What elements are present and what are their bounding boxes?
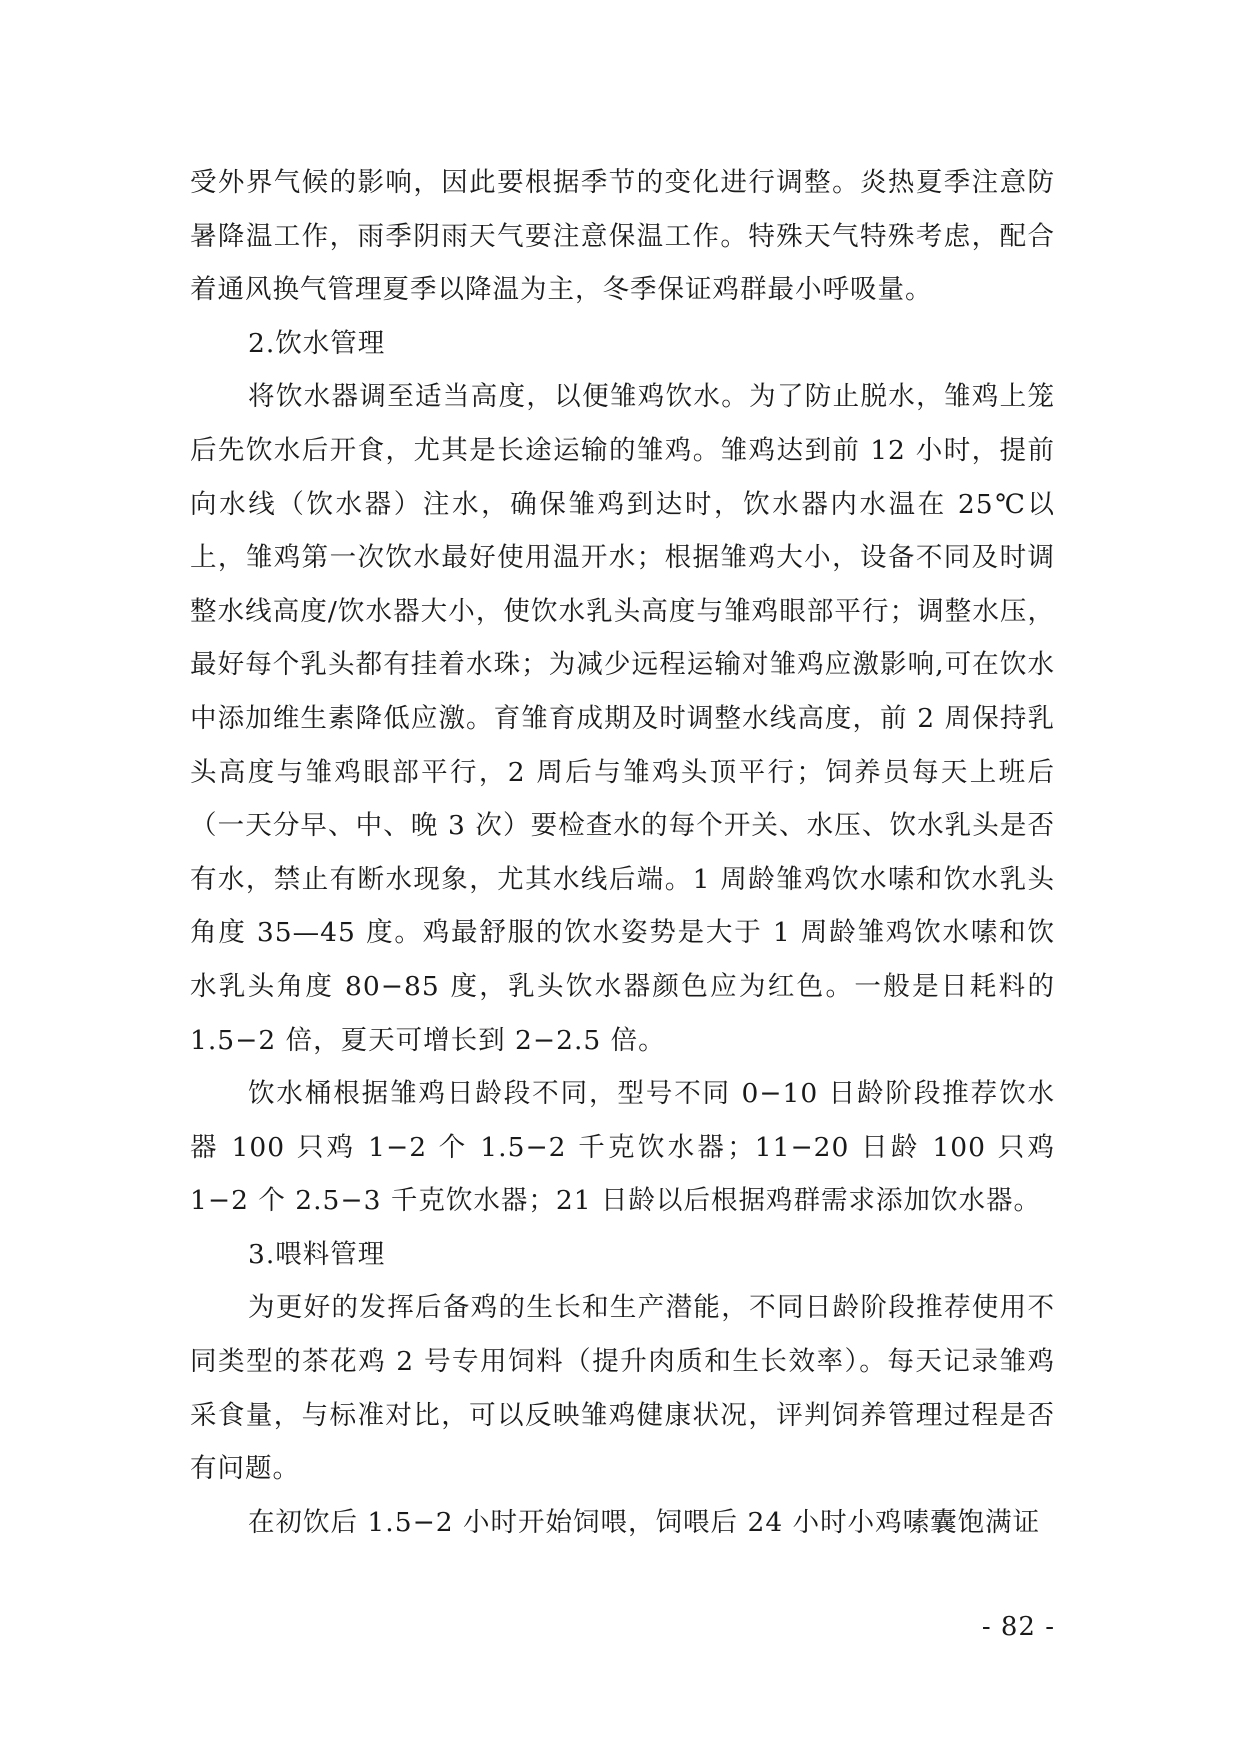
paragraph-water-management: 将饮水器调至适当高度，以便雏鸡饮水。为了防止脱水，雏鸡上笼后先饮水后开食，尤其是长途运输的雏鸡。雏鸡达到前 12 小时，提前向水线（饮水器）注水，确保雏鸡到达时，饮水器内水温在 25℃以上，雏鸡第一次饮水最好使用温开水；根据雏鸡大小，设备不同及时调整水线高度/饮水器大小，使饮水乳头高度与雏鸡眼部平行；调整水压，最好每个乳头都有挂着水珠；为减少远程运输对雏鸡应激影响,可在饮水中添加维生素降低应激。育雏育成期及时调整水线高度，前 2 周保持乳头高度与雏鸡眼部平行，2 周后与雏鸡头顶平行；饲养员每天上班后（一天分早、中、晚 3 次）要检查水的每个开关、水压、饮水乳头是否有水，禁止有断水现象，尤其水线后端。1 周龄雏鸡饮水嗉和饮水乳头角度 35—45 度。鸡最舒服的饮水姿势是大于 1 周龄雏鸡饮水嗉和饮水乳头角度 80−85 度，乳头饮水器颜色应为红色。一般是日耗料的 1.5−2 倍，夏天可增长到 2−2.5 倍。 xyxy=(190,381,1055,1056)
page-body xyxy=(190,156,1055,1549)
paragraph-feeding-management: 为更好的发挥后备鸡的生长和生产潜能，不同日龄阶段推荐使用不同类型的茶花鸡 2 号专用饲料（提升肉质和生长效率）。每天记录雏鸡采食量，与标准对比，可以反映雏鸡健康状况，评判饲养管理过程是否有问题。 xyxy=(190,1292,1055,1485)
paragraph-climate: 受外界气候的影响，因此要根据季节的变化进行调整。炎热夏季注意防暑降温工作，雨季阴雨天气要注意保温工作。特殊天气特殊考虑，配合着通风换气管理夏季以降温为主，冬季保证鸡群最小呼吸量。 xyxy=(190,167,1055,306)
page-number: - 82 - xyxy=(981,1612,1055,1642)
paragraph-water-buckets: 饮水桶根据雏鸡日龄段不同，型号不同 0−10 日龄阶段推荐饮水器 100 只鸡 1−2 个 1.5−2 千克饮水器；11−20 日龄 100 只鸡 1−2 个 2.5−3 千克饮水器；21 日龄以后根据鸡群需求添加饮水器。 xyxy=(190,1078,1055,1217)
paragraph-first-feeding: 在初饮后 1.5−2 小时开始饲喂，饲喂后 24 小时小鸡嗉囊饱满证 xyxy=(248,1506,1041,1538)
section-heading-feeding: 3.喂料管理 xyxy=(248,1238,386,1270)
section-heading-water: 2.饮水管理 xyxy=(248,327,386,359)
